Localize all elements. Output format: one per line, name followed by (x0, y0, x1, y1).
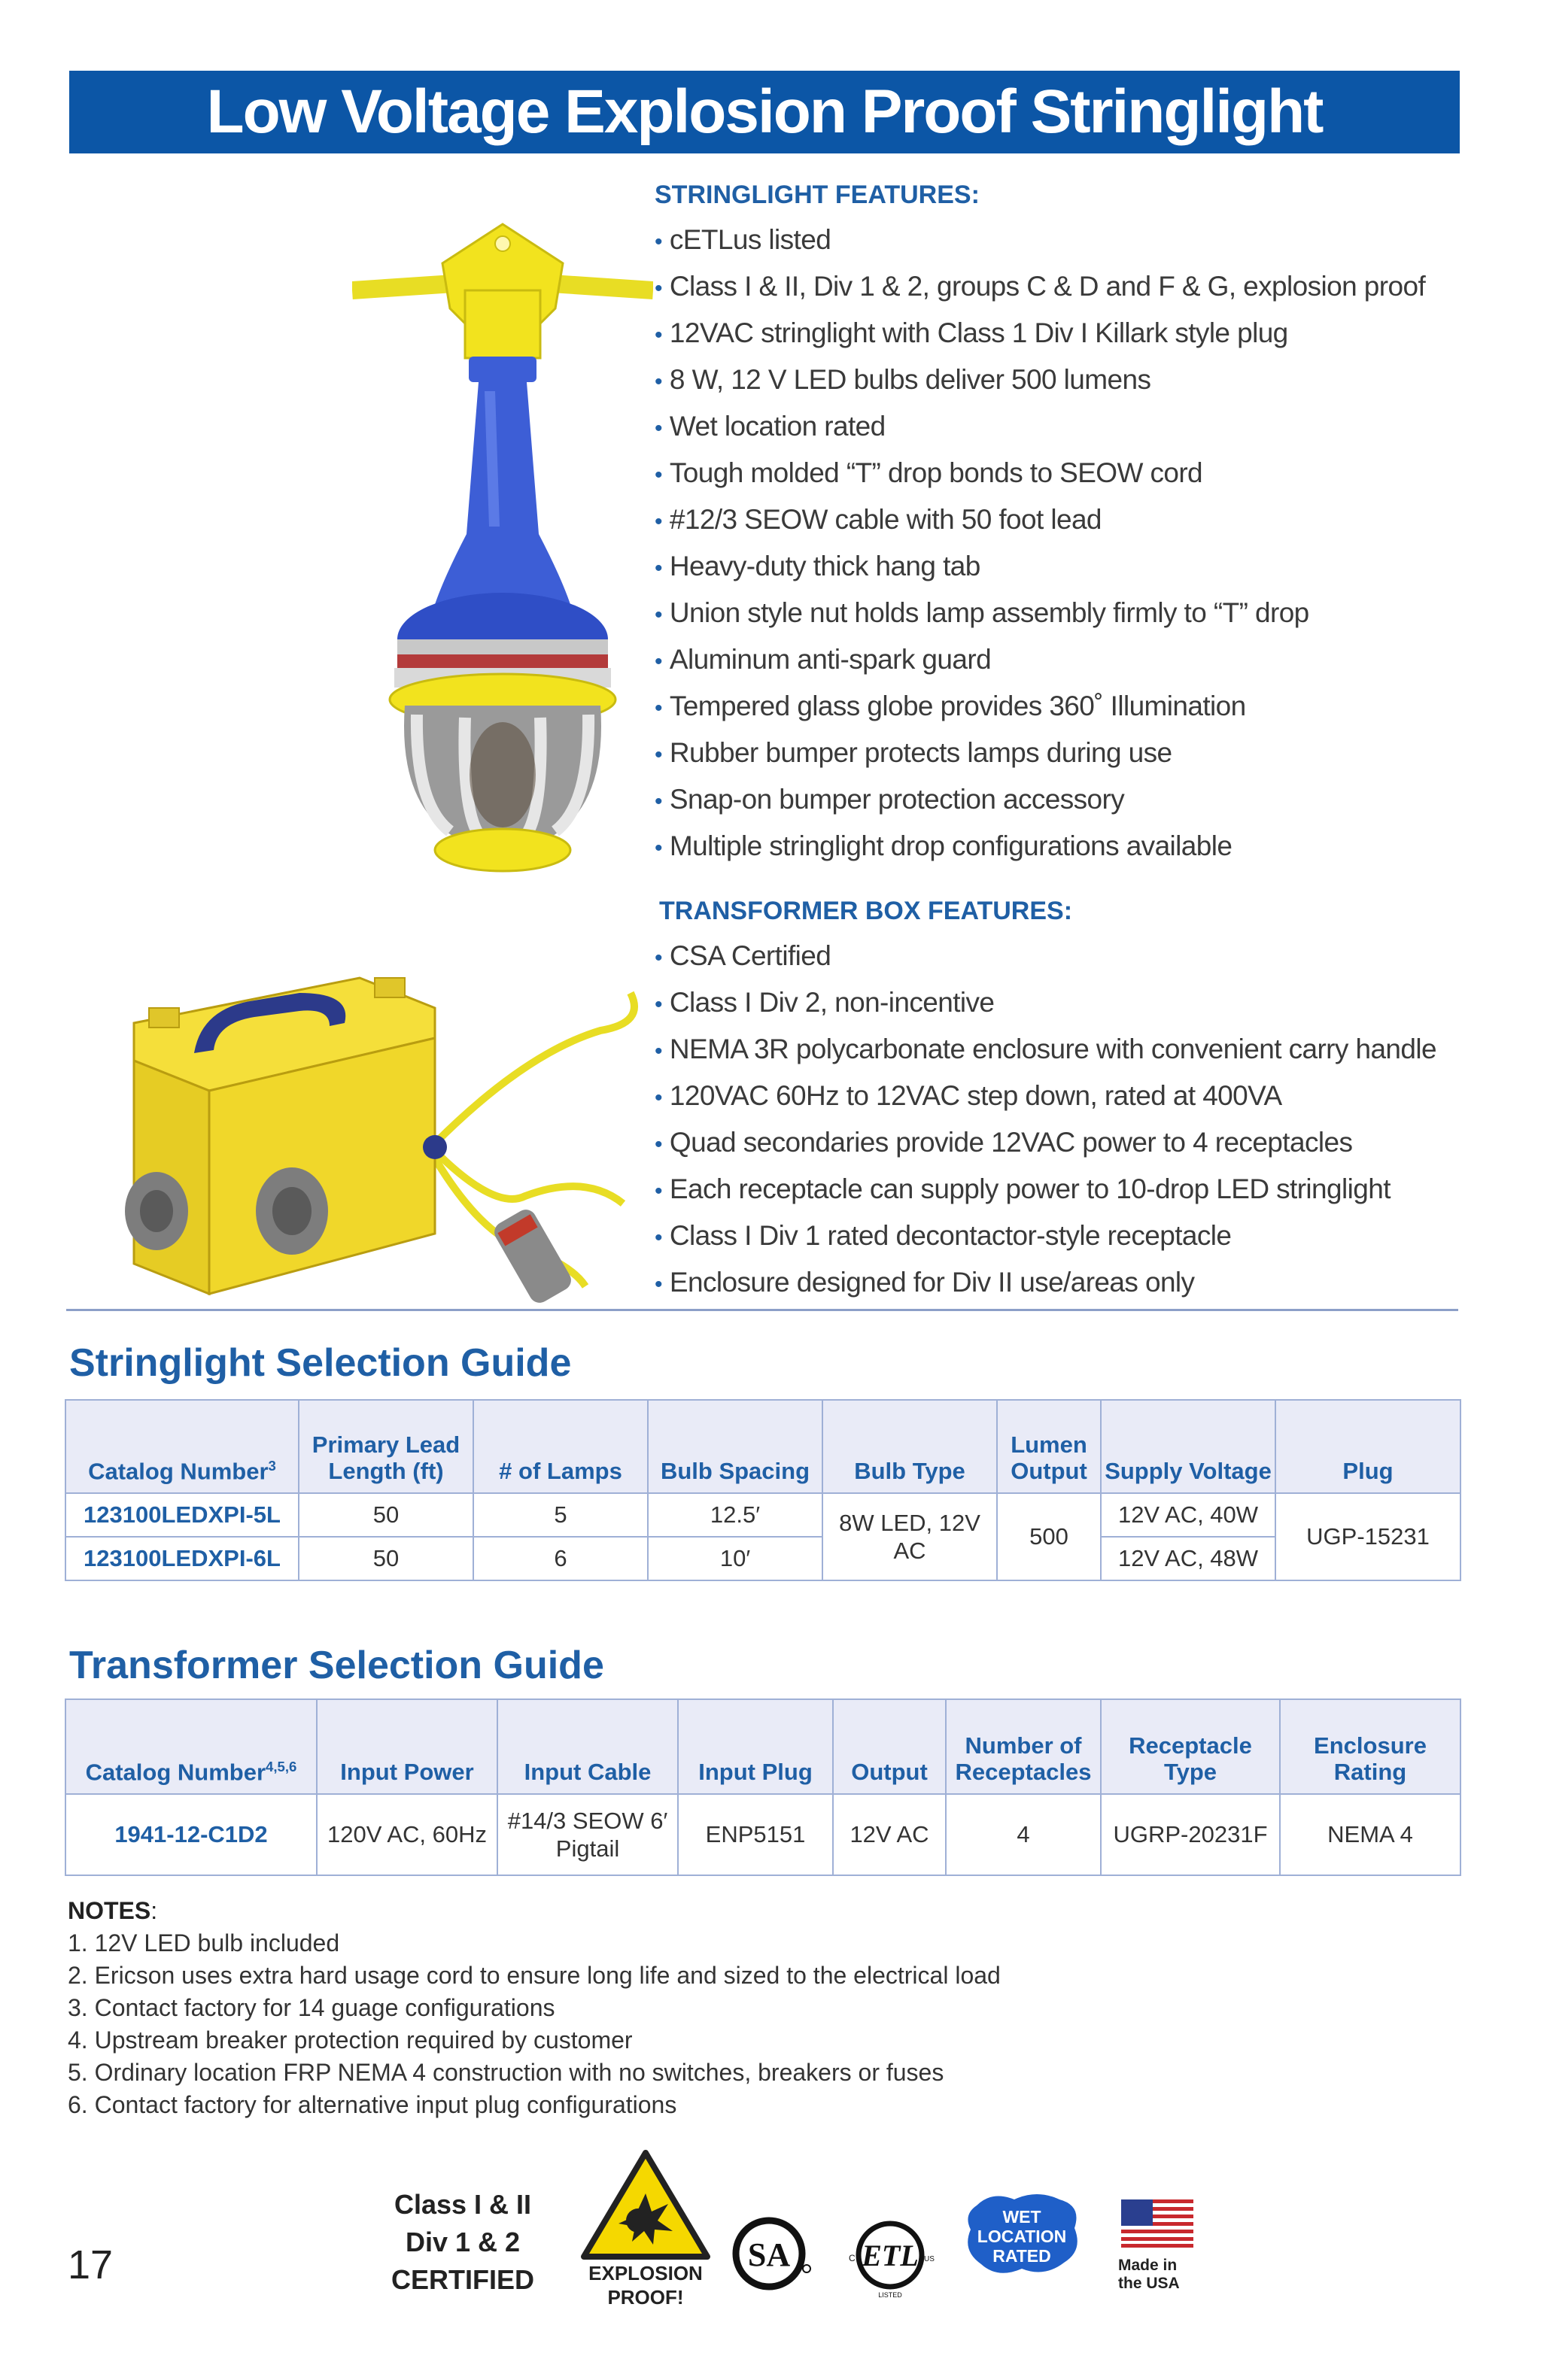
class-certified-badge: Class I & II Div 1 & 2 CERTIFIED (391, 2189, 534, 2295)
note-item: 5. Ordinary location FRP NEMA 4 construction with no switches, breakers or fuses (68, 2059, 944, 2086)
col-lamps: # of Lamps (473, 1400, 648, 1493)
bulb-type-cell: 8W LED, 12V AC (822, 1493, 997, 1580)
input-plug-cell: ENP5151 (678, 1794, 833, 1875)
list-item: • Wet location rated (655, 411, 886, 442)
made-in-usa-badge: Made in the USA (1118, 2199, 1208, 2312)
stringlight-features-list (655, 217, 1425, 870)
receptacles-cell: 4 (946, 1794, 1101, 1875)
col-input-power: Input Power (317, 1699, 497, 1794)
page-title: Low Voltage Explosion Proof Stringlight (206, 77, 1323, 146)
transformer-selection-table (65, 1698, 1461, 1876)
lead-length-cell: 50 (299, 1493, 473, 1537)
col-lead-length: Primary Lead Length (ft) (299, 1400, 473, 1493)
list-item: • Enclosure designed for Div II use/areas only (655, 1267, 1195, 1298)
plug-cell: UGP-15231 (1275, 1493, 1460, 1580)
col-bulb-type: Bulb Type (822, 1400, 997, 1493)
stringlight-features-heading: STRINGLIGHT FEATURES: (655, 181, 980, 209)
note-item: 2. Ericson uses extra hard usage cord to ensure long life and sized to the electrical load (68, 1962, 1001, 1989)
list-item: • Multiple stringlight drop configurations available (655, 830, 1232, 861)
notes-section (68, 1894, 1196, 2121)
list-item: • Tough molded “T” drop bonds to SEOW cord (655, 457, 1203, 488)
list-item: • Heavy-duty thick hang tab (655, 551, 980, 581)
bulb-spacing-cell: 10′ (648, 1537, 822, 1580)
col-catalog-number: Catalog Number$^3$ (65, 1400, 299, 1493)
list-item: • 120VAC 60Hz to 12VAC step down, rated at 400VA (655, 1080, 1282, 1111)
stringlight-guide-title: Stringlight Selection Guide (69, 1341, 572, 1385)
list-item: • Each receptacle can supply power to 10-drop LED stringlight (655, 1173, 1391, 1204)
list-item: • 12VAC stringlight with Class 1 Div I Killark style plug (655, 317, 1288, 348)
col-catalog-number: Catalog Number$^{4,5,6}$ (65, 1699, 317, 1794)
list-item: • #12/3 SEOW cable with 50 foot lead (655, 504, 1102, 535)
section-divider (66, 1309, 1458, 1311)
note-item: 4. Upstream breaker protection required by customer (68, 2026, 633, 2054)
list-item: • 8 W, 12 V LED bulbs deliver 500 lumens (655, 364, 1151, 395)
wet-location-badge: WET LOCATION RATED (962, 2190, 1082, 2281)
explosion-proof-badge: EXPLOSION PROOF! (579, 2148, 712, 2321)
explosion-warning-icon (579, 2148, 712, 2261)
notes-heading: NOTES: (68, 1897, 158, 1924)
list-item: • Quad secondaries provide 12VAC power to 4 receptacles (655, 1127, 1353, 1158)
etl-listed-icon (841, 2212, 939, 2302)
supply-voltage-cell: 12V AC, 40W (1101, 1493, 1275, 1537)
receptacle-type-cell: UGRP-20231F (1101, 1794, 1280, 1875)
input-cable-cell: #14/3 SEOW 6′ Pigtail (497, 1794, 678, 1875)
catalog-cell: 123100LEDXPI-5L (65, 1493, 299, 1537)
col-lumen-output: Lumen Output (997, 1400, 1101, 1493)
page-number: 17 (68, 2242, 114, 2287)
csa-logo-icon (731, 2216, 813, 2291)
list-item: • Aluminum anti-spark guard (655, 644, 992, 675)
input-power-cell: 120V AC, 60Hz (317, 1794, 497, 1875)
col-receptacle-type: Receptacle Type (1101, 1699, 1280, 1794)
col-supply-voltage: Supply Voltage (1101, 1400, 1275, 1493)
col-input-plug: Input Plug (678, 1699, 833, 1794)
table-row (65, 1537, 1460, 1580)
transformer-features-heading: TRANSFORMER BOX FEATURES: (659, 897, 1073, 925)
list-item: • Class I Div 2, non-incentive (655, 987, 995, 1018)
col-input-cable: Input Cable (497, 1699, 678, 1794)
catalog-cell: 123100LEDXPI-6L (65, 1537, 299, 1580)
lamps-cell: 5 (473, 1493, 648, 1537)
table-row (65, 1493, 1460, 1537)
list-item: • Rubber bumper protects lamps during use (655, 737, 1172, 768)
col-output: Output (833, 1699, 946, 1794)
list-item: • cETLus listed (655, 224, 831, 255)
col-bulb-spacing: Bulb Spacing (648, 1400, 822, 1493)
lamps-cell: 6 (473, 1537, 648, 1580)
transformer-box-photo (104, 963, 646, 1309)
list-item: • NEMA 3R polycarbonate enclosure with convenient carry handle (655, 1034, 1436, 1064)
svg-text:SA: SA (747, 2236, 791, 2273)
col-receptacles: Number of Receptacles (946, 1699, 1101, 1794)
note-item: 1. 12V LED bulb included (68, 1929, 340, 1957)
stringlight-lamp-photo (352, 218, 653, 880)
title-banner (69, 71, 1460, 153)
list-item: • Class I & II, Div 1 & 2, groups C & D and F & G, explosion proof (655, 271, 1426, 302)
list-item: • CSA Certified (655, 940, 831, 971)
svg-text:US: US (924, 2255, 935, 2263)
note-item: 6. Contact factory for alternative input plug configurations (68, 2091, 677, 2118)
lumen-cell: 500 (997, 1493, 1101, 1580)
output-cell: 12V AC (833, 1794, 946, 1875)
us-flag-icon (1121, 2199, 1193, 2248)
list-item: • Snap-on bumper protection accessory (655, 784, 1125, 815)
svg-text:ETL: ETL (862, 2239, 919, 2272)
svg-text:C: C (849, 2253, 856, 2263)
col-enclosure-rating: Enclosure Rating (1280, 1699, 1460, 1794)
note-item: 3. Contact factory for 14 guage configurations (68, 1994, 555, 2021)
svg-text:LISTED: LISTED (878, 2291, 902, 2299)
lead-length-cell: 50 (299, 1537, 473, 1580)
stringlight-selection-table (65, 1399, 1461, 1581)
transformer-features-list (655, 933, 1436, 1306)
transformer-guide-title: Transformer Selection Guide (69, 1644, 604, 1687)
list-item: • Tempered glass globe provides 360˚ Illumination (655, 691, 1246, 721)
enclosure-cell: NEMA 4 (1280, 1794, 1460, 1875)
list-item: • Union style nut holds lamp assembly firmly to “T” drop (655, 597, 1309, 628)
bulb-spacing-cell: 12.5′ (648, 1493, 822, 1537)
col-plug: Plug (1275, 1400, 1460, 1493)
supply-voltage-cell: 12V AC, 48W (1101, 1537, 1275, 1580)
table-row (65, 1794, 1460, 1875)
list-item: • Class I Div 1 rated decontactor-style receptacle (655, 1220, 1232, 1251)
catalog-cell: 1941-12-C1D2 (65, 1794, 317, 1875)
